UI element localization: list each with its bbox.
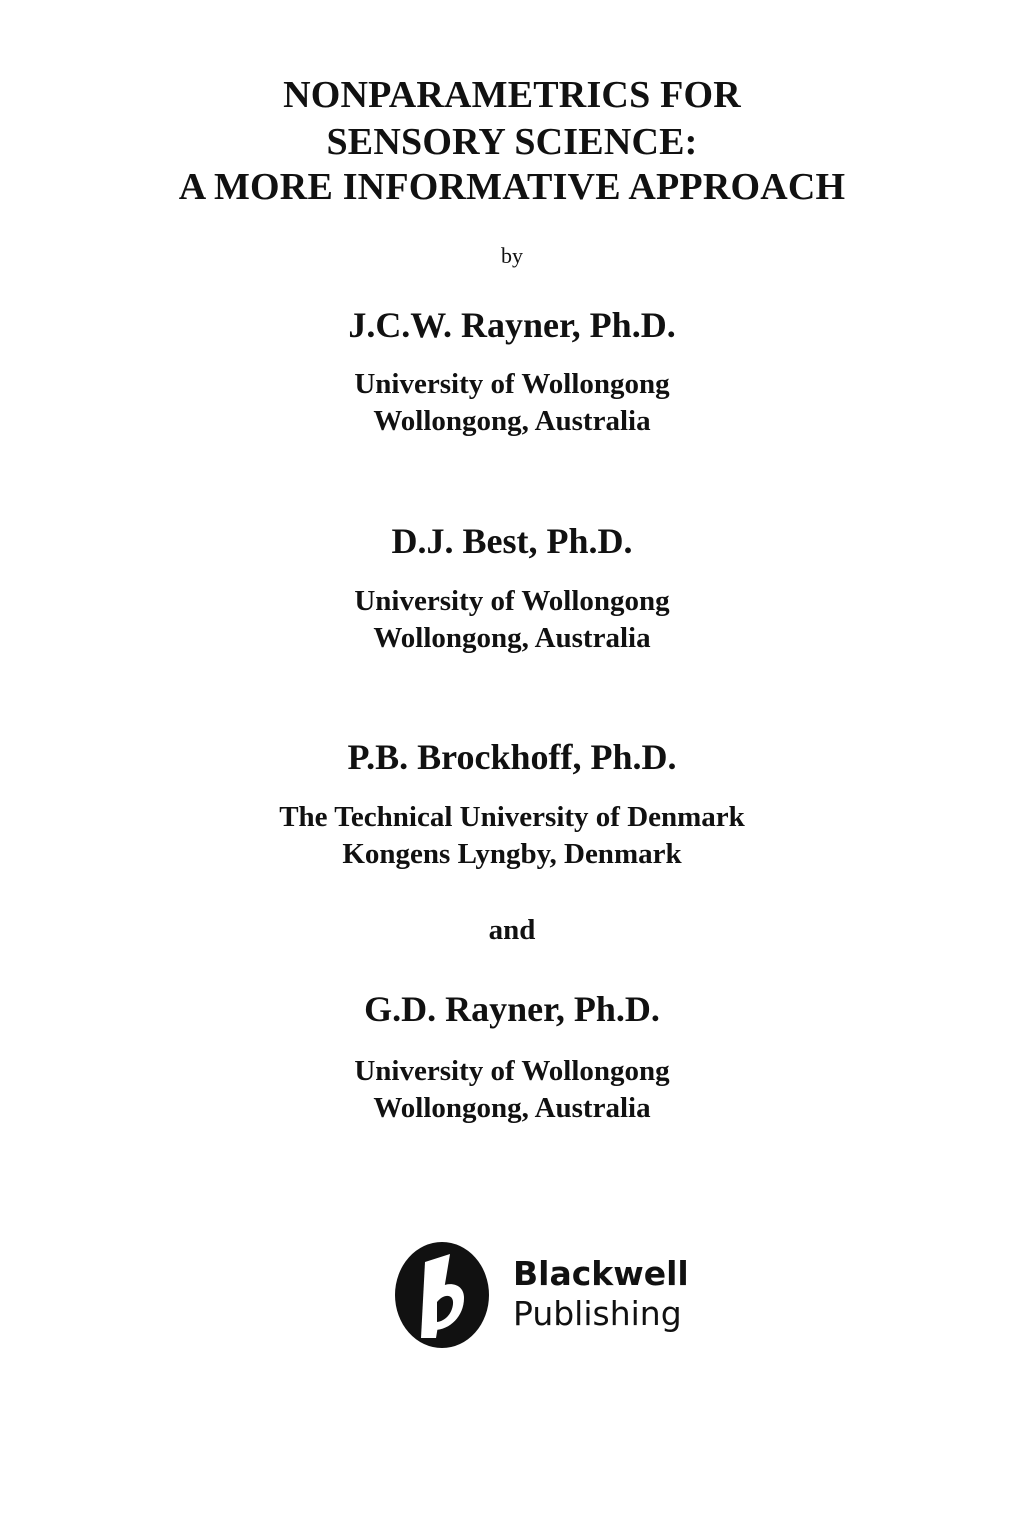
author-name: P.B. Brockhoff, Ph.D. [347,737,677,777]
publisher-logo [392,1240,692,1350]
author-name: D.J. Best, Ph.D. [391,521,633,561]
author-name: G.D. Rayner, Ph.D. [364,989,660,1029]
blackwell-b-logo-icon [392,1240,492,1350]
author-affiliation-line-2: Wollongong, Australia [373,1092,651,1124]
author-affiliation-line-2: Kongens Lyngby, Denmark [342,838,682,870]
by-text: by [501,243,523,268]
author-affiliation-line-1: University of Wollongong [354,368,670,400]
author-name: J.C.W. Rayner, Ph.D. [348,305,676,345]
author-affiliation-line-1: The Technical University of Denmark [279,801,745,833]
author-affiliation-line-2: Wollongong, Australia [373,622,651,654]
author-affiliation-line-1: University of Wollongong [354,585,670,617]
book-title-line-3: A MORE INFORMATIVE APPROACH [178,166,846,208]
publisher-name-line-1: Blackwell [513,1254,689,1293]
author-affiliation-line-2: Wollongong, Australia [373,405,651,437]
publisher-name-line-2: Publishing [513,1294,682,1333]
and-text: and [488,914,536,946]
book-title-line-1: NONPARAMETRICS FOR [283,74,741,116]
author-affiliation-line-1: University of Wollongong [354,1055,670,1087]
book-title-line-2: SENSORY SCIENCE: [326,121,698,163]
